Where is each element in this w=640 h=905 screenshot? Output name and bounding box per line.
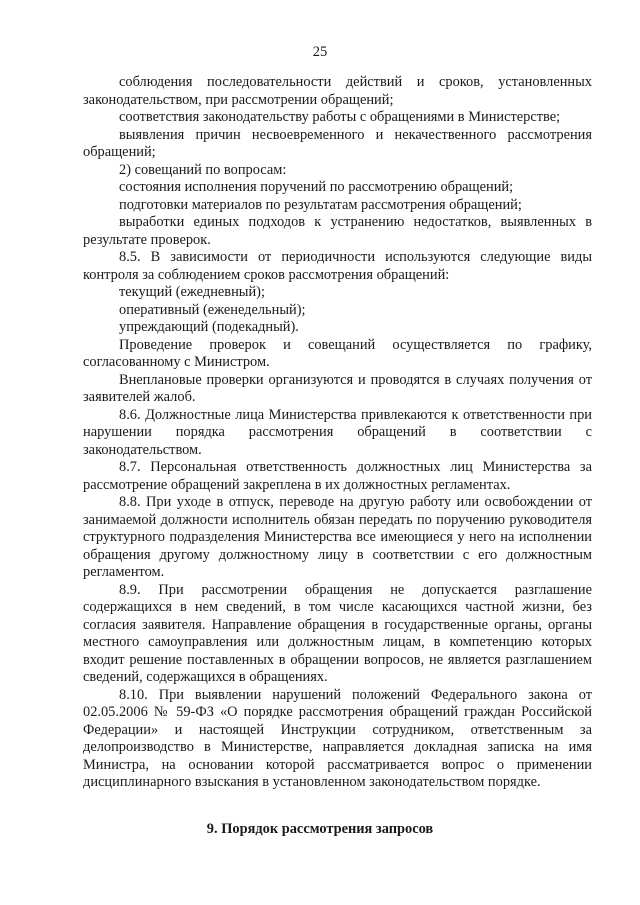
paragraph: выявления причин несвоевременного и некачественного рассмотрения обращений; [83, 126, 592, 160]
paragraph: 8.7. Персональная ответственность должностных лиц Министерства за рассмотрение обращений закреплена в их должностных регламентах. [83, 459, 592, 493]
paragraph: 8.6. Должностные лица Министерства привлекаются к ответственности при нарушении порядка рассмотрения обращений в соответствии с законодательством. [83, 406, 592, 458]
paragraph: оперативный (еженедельный); [119, 301, 306, 318]
paragraph: 8.10. При выявлении нарушений положений Федерального закона от 02.05.2006 № 59-ФЗ «О порядке рассмотрения обращений граждан Российской Федерации» и настоящей Инструкции сотрудником, ответственным за делопроизводство в Министерстве, направляется докладная записка на имя Министра, на основании которой рассматривается вопрос о применении дисциплинарного взыскания в установленном законодательством порядке. [83, 686, 592, 790]
paragraph: Проведение проверок и совещаний осуществляется по графику, согласованному с Министром. [83, 336, 592, 370]
paragraph: выработки единых подходов к устранению недостатков, выявленных в результате проверок. [83, 214, 592, 248]
page-number: 25 [312, 44, 328, 60]
document-body [83, 74, 592, 792]
paragraph: упреждающий (подекадный). [119, 319, 299, 335]
paragraph: 8.8. При уходе в отпуск, переводе на другую работу или освобождении от занимаемой должности исполнитель обязан передать по поручению руководителя структурного подразделения Министерства все имеющиеся у него на исполнении обращения другому должностному лицу в соответствии с его должностным регламентом. [83, 494, 592, 580]
paragraph: 8.9. При рассмотрении обращения не допускается разглашение содержащихся в нем сведений, в том числе касающихся частной жизни, без согласия заявителя. Направление обращения в государственные органы, органы местного самоуправления или должностным лицам, в компетенцию которых входит решение поставленных в обращении вопросов, не является разглашением сведений, содержащихся в обращениях. [83, 581, 592, 685]
paragraph: подготовки материалов по результатам рассмотрения обращений; [119, 196, 522, 213]
paragraph: соответствия законодательству работы с обращениями в Министерстве; [119, 109, 561, 125]
paragraph: Внеплановые проверки организуются и проводятся в случаях получения от заявителей жалоб. [83, 371, 592, 405]
paragraph: соблюдения последовательности действий и сроков, установленных законодательством, при рассмотрении обращений; [83, 74, 592, 108]
paragraph: состояния исполнения поручений по рассмотрению обращений; [119, 179, 514, 195]
paragraph: 8.5. В зависимости от периодичности используются следующие виды контроля за соблюдением сроков рассмотрения обращений: [83, 249, 592, 283]
paragraph: 2) совещаний по вопросам: [119, 161, 287, 178]
paragraph: текущий (ежедневный); [119, 284, 265, 300]
section-heading: 9. Порядок рассмотрения запросов [206, 821, 434, 837]
